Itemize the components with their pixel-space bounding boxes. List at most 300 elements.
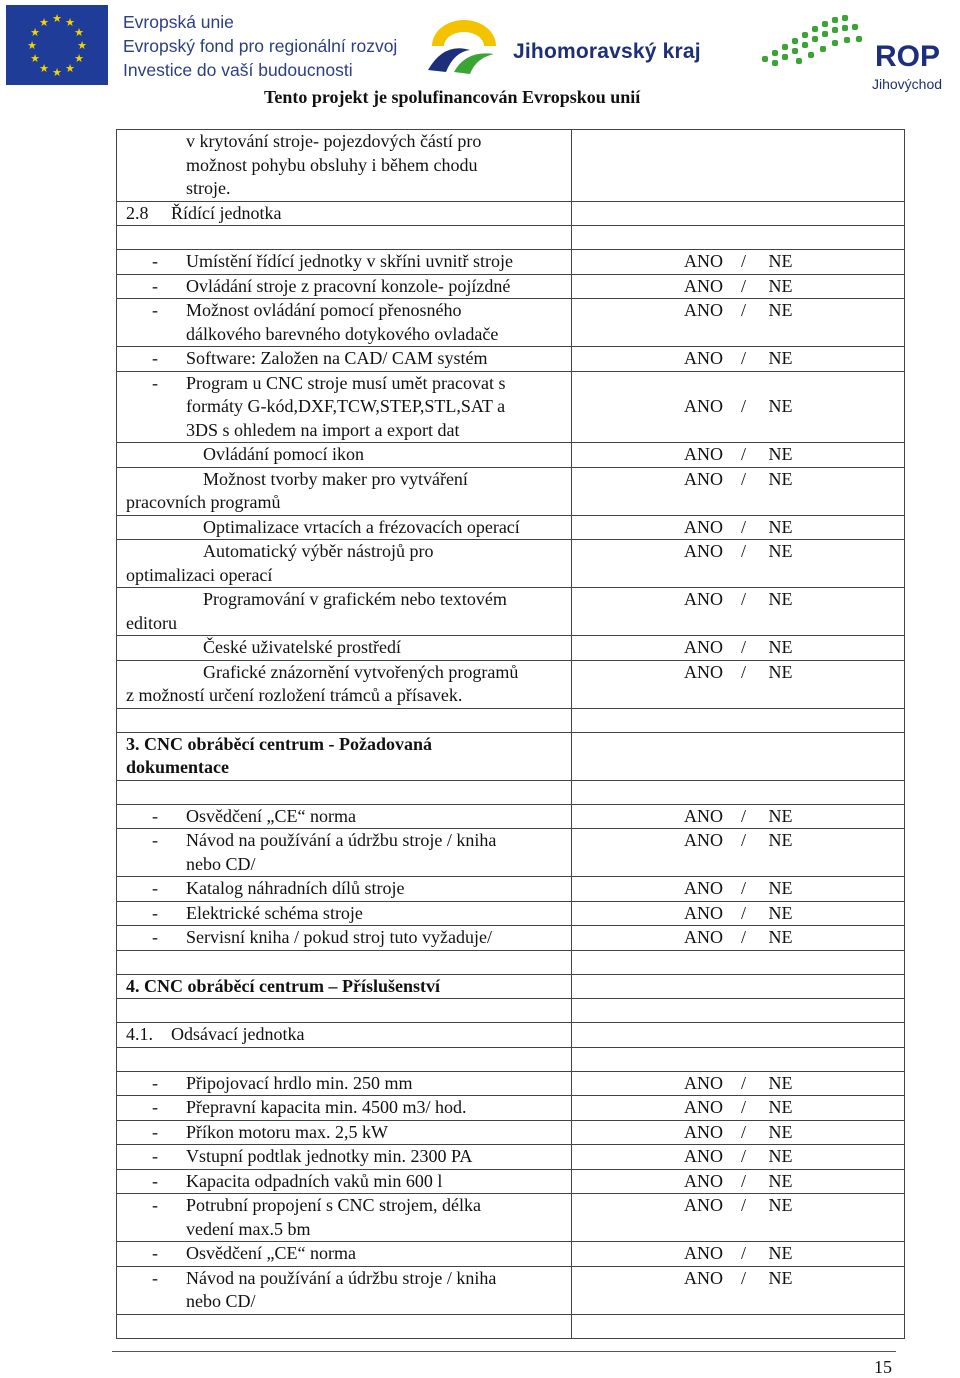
svg-text:★: ★ (39, 62, 49, 75)
answer-no[interactable]: NE (768, 830, 793, 850)
answer-yes[interactable]: ANO (684, 251, 723, 271)
answer-options (581, 588, 904, 612)
answer-no[interactable]: NE (768, 1097, 793, 1117)
requirement-line: Programování v grafickém nebo textovém (203, 589, 507, 609)
answer-options (581, 1194, 904, 1218)
answer-separator: / (741, 396, 747, 416)
requirement-line: možnost pohybu obsluhy i během chodu (186, 154, 478, 175)
answer-cell (572, 515, 905, 540)
requirement-text (126, 1145, 571, 1169)
requirement-line: nebo CD/ (186, 853, 256, 874)
table-row (117, 974, 905, 999)
requirement-line: dálkového barevného dotykového ovladače (186, 323, 499, 344)
table-row (117, 1120, 905, 1145)
requirement-cell (117, 829, 572, 877)
answer-yes[interactable]: ANO (684, 830, 723, 850)
svg-text:★: ★ (52, 12, 62, 25)
requirement-line: Návod na používání a údržbu stroje / kniha (186, 1267, 497, 1288)
table-row (117, 201, 905, 226)
footer-divider (112, 1351, 896, 1352)
requirement-cell (117, 636, 572, 661)
table-row (117, 443, 905, 468)
section-title: Řídící jednotka (171, 202, 282, 223)
answer-options (581, 1267, 904, 1291)
bullet-dash: - (152, 805, 158, 826)
requirement-line: Přepravní kapacita min. 4500 m3/ hod. (186, 1097, 467, 1117)
requirement-line: v krytování stroje- pojezdových částí pro (186, 131, 482, 151)
requirement-cell (117, 588, 572, 636)
answer-separator: / (741, 1097, 747, 1117)
bullet-dash: - (152, 275, 158, 296)
answer-options (581, 1096, 904, 1120)
requirement-line: z možností určení rozložení trámců a přísavek. (126, 685, 463, 705)
answer-separator: / (741, 902, 747, 923)
requirement-cell (117, 1314, 572, 1338)
requirement-line: Příkon motoru max. 2,5 kW (186, 1121, 388, 1142)
requirement-cell (117, 926, 572, 951)
answer-cell (572, 201, 905, 226)
answer-yes[interactable]: ANO (684, 516, 723, 537)
bullet-dash: - (152, 1146, 158, 1166)
answer-cell (572, 877, 905, 902)
answer-no[interactable]: NE (768, 275, 793, 296)
requirement-text (126, 372, 571, 443)
requirement-text (126, 1267, 571, 1314)
answer-options (581, 516, 904, 540)
requirement-cell (117, 1145, 572, 1170)
answer-cell (572, 1047, 905, 1071)
requirement-cell (117, 130, 572, 202)
table-row (117, 1071, 905, 1096)
requirement-cell (117, 974, 572, 999)
answer-no[interactable]: NE (768, 1195, 793, 1215)
bullet-dash: - (152, 372, 158, 393)
requirement-line: Servisní kniha / pokud stroj tuto vyžaduje/ (186, 927, 492, 947)
requirement-cell (117, 708, 572, 732)
answer-yes[interactable]: ANO (684, 927, 723, 947)
answer-separator: / (741, 468, 747, 489)
table-row (117, 299, 905, 347)
requirement-line: stroje. (186, 178, 231, 198)
answer-cell (572, 1071, 905, 1096)
answer-separator: / (741, 541, 747, 561)
answer-yes[interactable]: ANO (684, 589, 723, 609)
answer-options (581, 1145, 904, 1169)
requirement-line: formáty G-kód,DXF,TCW,STEP,STL,SAT a (186, 396, 506, 416)
requirement-text (126, 130, 571, 201)
eu-line: Evropský fond pro regionální rozvoj (123, 36, 398, 56)
bullet-dash: - (152, 251, 158, 271)
answer-separator: / (741, 805, 747, 826)
answer-cell (572, 999, 905, 1023)
answer-separator: / (741, 830, 747, 850)
answer-no[interactable]: NE (768, 1121, 793, 1142)
answer-yes[interactable]: ANO (684, 468, 723, 489)
answer-yes[interactable]: ANO (684, 275, 723, 296)
answer-yes[interactable]: ANO (684, 541, 723, 561)
answer-cell (572, 926, 905, 951)
requirement-cell (117, 540, 572, 588)
requirement-line: České uživatelské prostředí (203, 637, 401, 657)
requirement-line: Umístění řídící jednotky v skříni uvnitř stroje (186, 251, 513, 271)
svg-text:★: ★ (52, 66, 62, 79)
answer-cell (572, 226, 905, 250)
eu-fund-text (123, 10, 397, 82)
table-row (117, 1096, 905, 1121)
requirement-cell (117, 1071, 572, 1096)
answer-options (581, 902, 904, 926)
table-row (117, 1314, 905, 1338)
requirement-line: Kapacita odpadních vaků min 600 l (186, 1170, 443, 1191)
requirement-line: Návod na používání a údržbu stroje / kniha (186, 830, 497, 850)
answer-separator: / (741, 300, 747, 320)
bullet-dash: - (152, 1097, 158, 1117)
answer-no[interactable]: NE (768, 927, 793, 947)
requirement-cell (117, 274, 572, 299)
answer-options (581, 347, 904, 371)
answer-yes[interactable]: ANO (684, 805, 723, 826)
answer-cell (572, 1023, 905, 1048)
answer-cell (572, 1120, 905, 1145)
requirement-line: Možnost tvorby maker pro vytváření (203, 468, 468, 489)
answer-cell (572, 540, 905, 588)
bullet-dash: - (152, 902, 158, 923)
requirement-cell (117, 371, 572, 443)
bullet-dash: - (152, 1170, 158, 1191)
table-row (117, 467, 905, 515)
table-row (117, 829, 905, 877)
answer-options (581, 1072, 904, 1096)
table-row (117, 274, 905, 299)
requirement-text (126, 829, 571, 876)
answer-yes[interactable]: ANO (684, 1170, 723, 1191)
answer-cell (572, 588, 905, 636)
table-row (117, 1242, 905, 1267)
requirement-text (126, 1194, 571, 1241)
requirement-cell (117, 1242, 572, 1267)
answer-cell (572, 1266, 905, 1314)
requirement-line: Vstupní podtlak jednotky min. 2300 PA (186, 1146, 473, 1166)
table-row (117, 901, 905, 926)
table-row (117, 226, 905, 250)
answer-cell (572, 1194, 905, 1242)
page-number: 15 (874, 1357, 892, 1377)
answer-cell (572, 780, 905, 804)
region-name: Jihomoravský kraj (513, 40, 701, 63)
answer-no[interactable]: NE (768, 1146, 793, 1166)
requirement-cell (117, 467, 572, 515)
requirement-line: nebo CD/ (186, 1291, 256, 1311)
answer-cell (572, 250, 905, 275)
svg-text:★: ★ (65, 16, 75, 29)
requirement-cell (117, 299, 572, 347)
answer-cell (572, 1145, 905, 1170)
requirement-text (126, 1121, 571, 1145)
answer-no[interactable]: NE (768, 1243, 793, 1263)
table-row (117, 1023, 905, 1048)
answer-cell (572, 829, 905, 877)
requirement-cell (117, 1194, 572, 1242)
answer-options (581, 395, 904, 419)
answer-separator: / (741, 251, 747, 271)
answer-yes[interactable]: ANO (684, 1267, 723, 1288)
answer-no[interactable]: NE (768, 661, 793, 682)
svg-text:★: ★ (65, 62, 75, 75)
requirement-text (126, 347, 571, 371)
answer-no[interactable]: NE (768, 805, 793, 826)
bullet-dash: - (152, 1267, 158, 1288)
requirement-line: Katalog náhradních dílů stroje (186, 878, 405, 898)
rop-subtitle: Jihovýchod (872, 76, 943, 92)
requirement-cell (117, 999, 572, 1023)
section-title: Odsávací jednotka (171, 1024, 305, 1044)
table-row (117, 660, 905, 708)
page-header (0, 0, 960, 120)
answer-separator: / (741, 589, 747, 609)
requirement-text (126, 275, 571, 299)
answer-options (581, 443, 904, 467)
table-row (117, 130, 905, 202)
table-row (117, 999, 905, 1023)
requirement-line: Ovládání pomocí ikon (203, 444, 364, 464)
answer-yes[interactable]: ANO (684, 1195, 723, 1215)
answer-separator: / (741, 444, 747, 464)
answer-no[interactable]: NE (768, 1267, 793, 1288)
answer-yes[interactable]: ANO (684, 300, 723, 320)
answer-cell (572, 1096, 905, 1121)
table-row (117, 1145, 905, 1170)
eu-line: Investice do vaší budoucnosti (123, 60, 353, 80)
answer-cell (572, 1314, 905, 1338)
answer-separator: / (741, 637, 747, 657)
requirement-cell (117, 1266, 572, 1314)
answer-cell (572, 299, 905, 347)
table-row (117, 515, 905, 540)
table-row (117, 877, 905, 902)
eu-flag-logo (6, 5, 108, 85)
answer-cell (572, 1169, 905, 1194)
answer-separator: / (741, 516, 747, 537)
requirement-line: Připojovací hrdlo min. 250 mm (186, 1072, 413, 1093)
heading-line: 3. CNC obráběcí centrum - Požadovaná (126, 733, 432, 754)
requirement-cell (117, 1023, 572, 1048)
answer-cell (572, 950, 905, 974)
answer-cell (572, 274, 905, 299)
answer-separator: / (741, 1146, 747, 1166)
requirement-line: Optimalizace vrtacích a frézovacích operací (203, 516, 520, 537)
table-row (117, 1266, 905, 1314)
answer-no[interactable]: NE (768, 637, 793, 657)
answer-options (581, 1170, 904, 1194)
requirement-cell (117, 1120, 572, 1145)
requirement-cell (117, 1169, 572, 1194)
answer-yes[interactable]: ANO (684, 661, 723, 682)
answer-yes[interactable]: ANO (684, 1243, 723, 1263)
table-row (117, 950, 905, 974)
requirement-cell (117, 660, 572, 708)
table-row (117, 371, 905, 443)
answer-separator: / (741, 1243, 747, 1263)
bullet-dash: - (152, 1072, 158, 1093)
answer-cell (572, 467, 905, 515)
table-row (117, 1169, 905, 1194)
svg-text:★: ★ (30, 52, 40, 65)
requirement-cell (117, 950, 572, 974)
bullet-dash: - (152, 878, 158, 898)
table-row (117, 588, 905, 636)
answer-no[interactable]: NE (768, 468, 793, 489)
bullet-dash: - (152, 927, 158, 947)
requirement-text (126, 805, 571, 829)
requirement-cell (117, 901, 572, 926)
answer-no[interactable]: NE (768, 1170, 793, 1191)
answer-options (581, 275, 904, 299)
answer-options (581, 1121, 904, 1145)
answer-options (581, 299, 904, 323)
table-row (117, 250, 905, 275)
answer-cell (572, 804, 905, 829)
requirement-text (126, 902, 571, 926)
bullet-dash: - (152, 348, 158, 368)
answer-yes[interactable]: ANO (684, 1097, 723, 1117)
svg-text:★: ★ (77, 39, 87, 52)
requirement-cell (117, 515, 572, 540)
requirement-text (126, 877, 571, 901)
cofinancing-tagline: Tento projekt je spolufinancován Evropskou unií (264, 87, 641, 107)
answer-options (581, 636, 904, 660)
requirement-line: Elektrické schéma stroje (186, 902, 363, 923)
svg-text:★: ★ (74, 26, 84, 39)
svg-text:★: ★ (30, 26, 40, 39)
rop-title: ROP (875, 40, 941, 73)
answer-options (581, 829, 904, 853)
answer-options (581, 926, 904, 950)
answer-separator: / (741, 1195, 747, 1215)
requirement-text (126, 250, 571, 274)
answer-yes[interactable]: ANO (684, 396, 723, 416)
specification-table (116, 129, 905, 1339)
answer-cell (572, 1242, 905, 1267)
answer-no[interactable]: NE (768, 902, 793, 923)
answer-separator: / (741, 661, 747, 682)
svg-text:★: ★ (27, 39, 37, 52)
requirement-line: Osvědčení „CE“ norma (186, 805, 356, 826)
bullet-dash: - (152, 1243, 158, 1263)
requirement-text (126, 1242, 571, 1266)
answer-no[interactable]: NE (768, 878, 793, 898)
bullet-dash: - (152, 1195, 158, 1215)
answer-cell (572, 732, 905, 780)
answer-cell (572, 443, 905, 468)
requirement-text (126, 1170, 571, 1194)
requirement-cell (117, 1096, 572, 1121)
answer-no[interactable]: NE (768, 251, 793, 271)
requirement-line: 3DS s ohledem na import a export dat (186, 419, 460, 440)
requirement-cell (117, 1047, 572, 1071)
svg-text:★: ★ (39, 16, 49, 29)
table-row (117, 804, 905, 829)
answer-no[interactable]: NE (768, 444, 793, 464)
answer-separator: / (741, 1170, 747, 1191)
section-number: 2.8 (126, 202, 149, 223)
answer-yes[interactable]: ANO (684, 348, 723, 368)
table-row (117, 780, 905, 804)
answer-options (581, 877, 904, 901)
answer-yes[interactable]: ANO (684, 878, 723, 898)
requirement-line: Automatický výběr nástrojů pro (203, 541, 434, 561)
requirement-cell (117, 732, 572, 780)
requirement-text (126, 926, 571, 950)
requirement-cell (117, 443, 572, 468)
answer-separator: / (741, 1121, 747, 1142)
requirement-cell (117, 780, 572, 804)
table-row (117, 347, 905, 372)
region-logo (424, 16, 504, 76)
answer-yes[interactable]: ANO (684, 1146, 723, 1166)
requirement-line: Potrubní propojení s CNC strojem, délka (186, 1195, 481, 1215)
answer-cell (572, 974, 905, 999)
answer-separator: / (741, 878, 747, 898)
requirement-text (126, 1072, 571, 1096)
answer-yes[interactable]: ANO (684, 1072, 723, 1093)
requirement-line: optimalizaci operací (126, 564, 273, 585)
answer-options (581, 805, 904, 829)
answer-separator: / (741, 348, 747, 368)
requirement-cell (117, 226, 572, 250)
answer-cell (572, 660, 905, 708)
answer-cell (572, 636, 905, 661)
answer-separator: / (741, 927, 747, 947)
requirement-line: Osvědčení „CE“ norma (186, 1243, 356, 1263)
requirement-cell (117, 250, 572, 275)
answer-no[interactable]: NE (768, 541, 793, 561)
table-row (117, 708, 905, 732)
answer-yes[interactable]: ANO (684, 444, 723, 464)
answer-cell (572, 708, 905, 732)
requirement-line: vedení max.5 bm (186, 1218, 311, 1239)
answer-yes[interactable]: ANO (684, 902, 723, 923)
answer-no[interactable]: NE (768, 348, 793, 368)
answer-options (581, 468, 904, 492)
answer-yes[interactable]: ANO (684, 637, 723, 657)
table-row (117, 540, 905, 588)
requirement-cell (117, 201, 572, 226)
requirement-cell (117, 804, 572, 829)
answer-options (581, 540, 904, 564)
table-row (117, 1047, 905, 1071)
answer-separator: / (741, 275, 747, 296)
answer-separator: / (741, 1267, 747, 1288)
answer-cell (572, 371, 905, 443)
requirement-line: Grafické znázornění vytvořených programů (203, 661, 519, 682)
answer-no[interactable]: NE (768, 300, 793, 320)
requirement-cell (117, 877, 572, 902)
answer-no[interactable]: NE (768, 589, 793, 609)
requirement-line: Možnost ovládání pomocí přenosného (186, 300, 462, 320)
requirement-line: Ovládání stroje z pracovní konzole- pojízdné (186, 275, 511, 296)
requirement-line: Program u CNC stroje musí umět pracovat s (186, 372, 506, 393)
bullet-dash: - (152, 300, 158, 320)
answer-no[interactable]: NE (768, 516, 793, 537)
requirement-text (126, 1096, 571, 1120)
answer-no[interactable]: NE (768, 396, 793, 416)
requirement-line: editoru (126, 612, 177, 633)
answer-cell (572, 130, 905, 202)
requirement-text (126, 299, 571, 346)
answer-yes[interactable]: ANO (684, 1121, 723, 1142)
answer-cell (572, 901, 905, 926)
answer-no[interactable]: NE (768, 1072, 793, 1093)
